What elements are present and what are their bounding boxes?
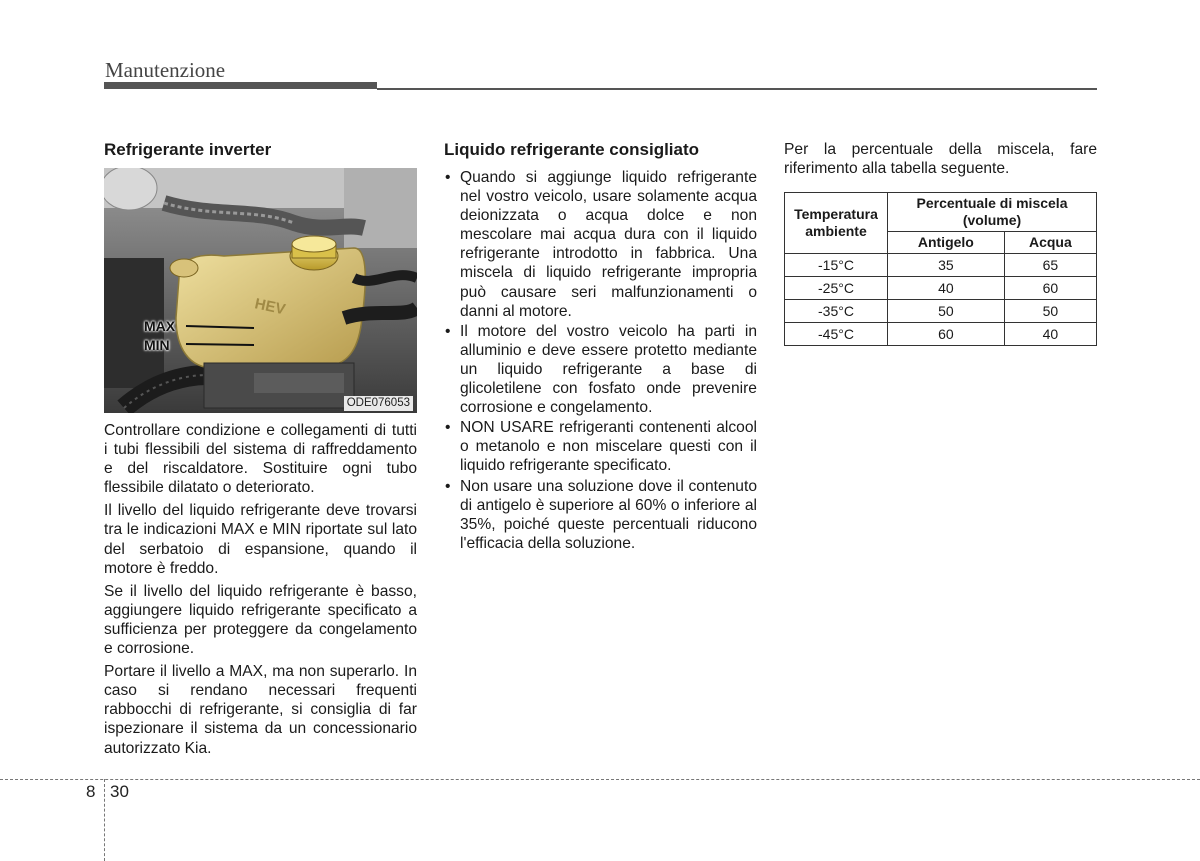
footer-vertical-divider: [104, 779, 105, 861]
column-3: [784, 140, 1097, 346]
tank-embossed-text: HEV: [253, 295, 287, 319]
list-item: • Quando si aggiunge liquido refrigerante nel vostro veicolo, usare solamente acqua deionizzata o acqua dolce e non mescolare mai acqua dura con il liquido refrigerante introdotto in fabbrica. Una miscela di liquido refrigerante impropria può causare seri malfunzionamenti o danni al motore.: [444, 168, 757, 321]
header-temperature: Temperatura ambiente: [785, 193, 888, 254]
table-row: [785, 300, 1097, 323]
cell-acqua: 50: [1004, 300, 1096, 323]
header-antigelo: Antigelo: [888, 232, 1005, 254]
column-1: [104, 140, 417, 762]
table-row: [785, 323, 1097, 346]
chapter-number: 8: [86, 782, 96, 801]
table-row: [785, 254, 1097, 277]
paragraph: Il livello del liquido refrigerante deve trovarsi tra le indicazioni MAX e MIN riportate sul lato del serbatoio di espansione, quando il motore è freddo.: [104, 502, 417, 577]
cell-antigelo: 50: [888, 300, 1005, 323]
table-row: [785, 277, 1097, 300]
list-item: • Il motore del vostro veicolo ha parti in alluminio e deve essere protetto mediante un liquido refrigerante a base di glicoletilene con fosfato onde prevenire corrosione e congelamento.: [444, 322, 757, 417]
list-item: • NON USARE refrigeranti contenenti alcool o metanolo e non miscelare questi con il liquido refrigerante specificato.: [444, 418, 757, 475]
cell-temp: -35°C: [785, 300, 888, 323]
cell-antigelo: 40: [888, 277, 1005, 300]
header-rule-thin: [377, 88, 1097, 90]
cell-acqua: 60: [1004, 277, 1096, 300]
cell-antigelo: 60: [888, 323, 1005, 346]
column-2: [444, 140, 757, 554]
max-label: MAX: [144, 318, 176, 334]
footer-divider: [0, 779, 1200, 780]
cell-acqua: 65: [1004, 254, 1096, 277]
list-item: • Non usare una soluzione dove il contenuto di antigelo è superiore al 60% o inferiore al 35%, poiché queste percentuali riducono l'efficacia della soluzione.: [444, 477, 757, 553]
cell-temp: -15°C: [785, 254, 888, 277]
paragraph: Se il livello del liquido refrigerante è basso, aggiungere liquido refrigerante specificato a sufficienza per proteggere da congelamento e corrosione.: [104, 582, 417, 658]
header-acqua: Acqua: [1004, 232, 1096, 254]
page-number: 30: [110, 782, 129, 801]
image-code: ODE076053: [344, 396, 413, 411]
min-label: MIN: [144, 337, 170, 353]
engine-bay-photo: [104, 168, 417, 413]
header-rule-thick: [104, 82, 377, 89]
paragraph: Portare il livello a MAX, ma non superarlo. In caso si rendano necessari frequenti rabbocchi di refrigerante, si consiglia di far ispezionare il sistema da un concessionario autorizzato Kia.: [104, 663, 417, 757]
section-heading-inverter: Refrigerante inverter: [104, 140, 272, 159]
bullet-list: [444, 168, 757, 553]
page-header-title: Manutenzione: [105, 58, 226, 82]
cell-temp: -25°C: [785, 277, 888, 300]
cell-acqua: 40: [1004, 323, 1096, 346]
cell-antigelo: 35: [888, 254, 1005, 277]
table-intro: Per la percentuale della miscela, fare riferimento alla tabella seguente.: [784, 141, 1097, 178]
cell-temp: -45°C: [785, 323, 888, 346]
paragraph: Controllare condizione e collegamenti di tutti i tubi flessibili del sistema di raffreddamento e del riscaldatore. Sostituire ogni tubo flessibile dilatato o deteriorato.: [104, 422, 417, 497]
engine-bay-illustration: [104, 168, 417, 413]
header-percentage: Percentuale di miscela (volume): [888, 193, 1097, 232]
mixture-table: [784, 192, 1097, 346]
section-heading-recommended: Liquido refrigerante consigliato: [444, 140, 700, 159]
